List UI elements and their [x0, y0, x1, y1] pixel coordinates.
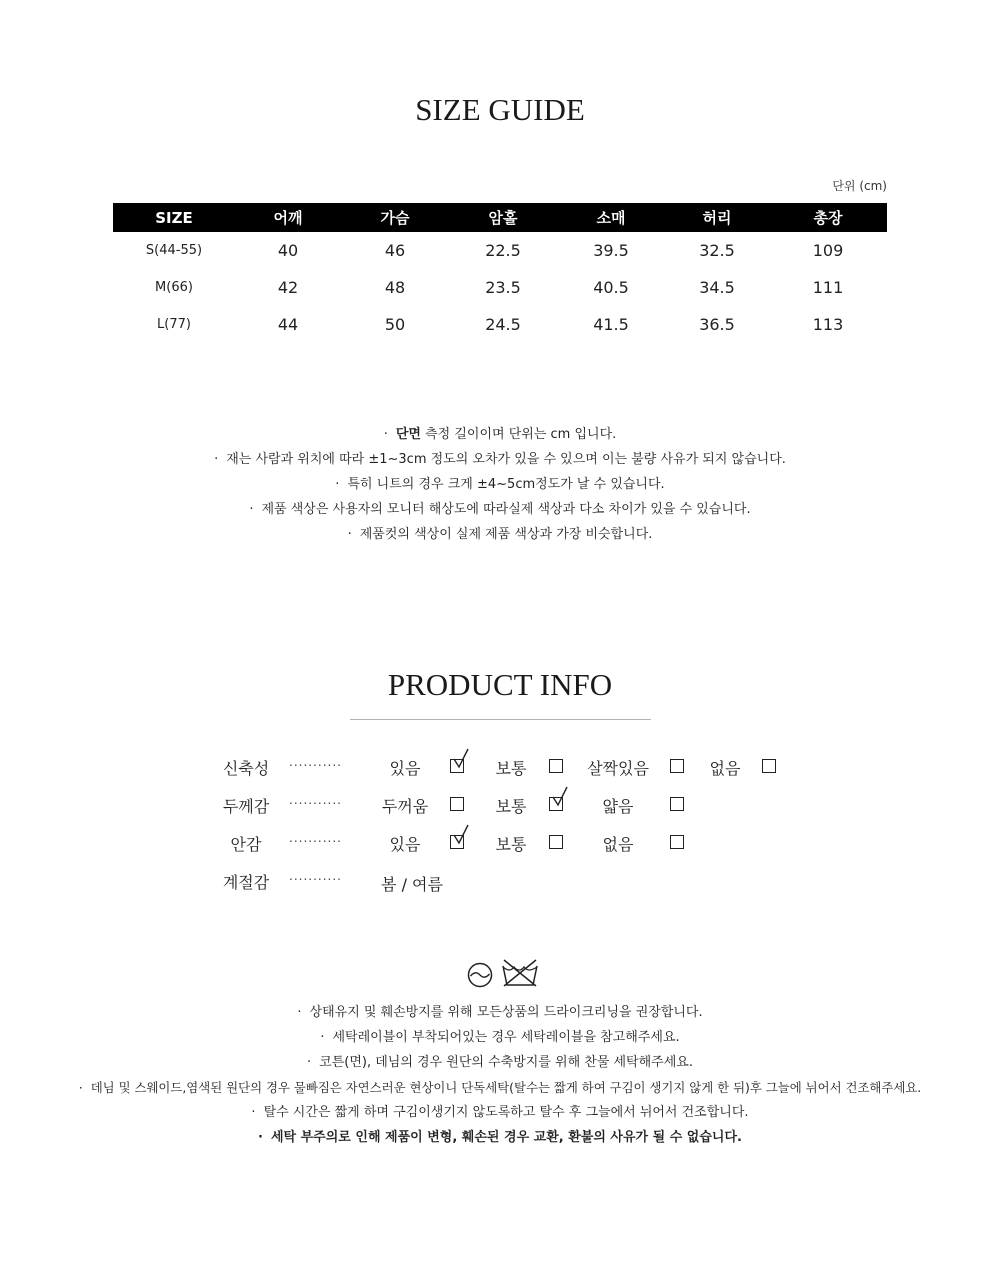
- option-checkbox-checked: [450, 759, 464, 773]
- care-text: 코튼(면), 데님의 경우 원단의 수축방지를 위해 찬물 세탁해주세요.: [319, 1055, 693, 1070]
- dry-clean-icon: [467, 962, 493, 988]
- size-table-header-row: [113, 203, 887, 232]
- bullet: ·: [307, 1055, 312, 1070]
- note-line: [0, 497, 1000, 522]
- note-bold: 단면: [395, 427, 421, 442]
- option-checkbox: [670, 797, 684, 811]
- bullet: ·: [258, 1130, 263, 1145]
- option-label: 있음: [389, 759, 421, 778]
- option-label: 있음: [389, 835, 421, 854]
- note-line: [0, 422, 1000, 447]
- option-checkbox: [670, 835, 684, 849]
- header-shoulder: 어깨: [235, 203, 341, 232]
- value-cell: 44: [277, 315, 299, 334]
- value-cell: 23.5: [485, 278, 521, 297]
- leader-dots: ...........: [289, 831, 342, 845]
- product-info-title: PRODUCT INFO: [387, 667, 613, 702]
- season-value: 봄 / 여름: [381, 875, 443, 894]
- size-cell: S(44-55): [145, 243, 203, 258]
- option-checkbox-checked: [549, 797, 563, 811]
- value-cell: 50: [384, 315, 406, 334]
- value-cell: 36.5: [699, 315, 735, 334]
- title-divider: [350, 719, 651, 720]
- header-size: SIZE: [113, 203, 235, 232]
- bullet: ·: [335, 477, 340, 492]
- option-label: 보통: [495, 759, 527, 778]
- header-chest: 가슴: [341, 203, 449, 232]
- option-label: 두꺼움: [381, 797, 429, 816]
- label-season: 계절감: [222, 873, 270, 892]
- leader-dots: ...........: [289, 869, 342, 883]
- size-table: [113, 203, 887, 343]
- care-text: 데님 및 스웨이드,염색된 원단의 경우 물빠짐은 자연스러운 현상이니 단독세탁(탈수는 짧게 하여 구김이 생기지 않게 한 뒤)후 그늘에 뉘어서 건조해주세요.: [90, 1080, 922, 1095]
- note-line: [0, 522, 1000, 547]
- value-cell: 34.5: [699, 278, 735, 297]
- bullet: ·: [320, 1030, 325, 1045]
- value-cell: 22.5: [485, 241, 521, 260]
- option-label: 없음: [602, 835, 634, 854]
- care-line: [0, 1025, 1000, 1050]
- option-label: 없음: [709, 759, 741, 778]
- leader-dots: ...........: [289, 793, 342, 807]
- option-label: 얇음: [602, 797, 634, 816]
- value-cell: 24.5: [485, 315, 521, 334]
- bullet: ·: [347, 527, 352, 542]
- note-text: 제품 색상은 사용자의 모니터 해상도에 따라실제 색상과 다소 차이가 있을 수 있습니다.: [261, 502, 751, 517]
- size-guide-title: SIZE GUIDE: [415, 92, 585, 127]
- value-cell: 40.5: [593, 278, 629, 297]
- care-line-warning: [0, 1125, 1000, 1150]
- option-checkbox: [762, 759, 776, 773]
- value-cell: 46: [384, 241, 406, 260]
- option-checkbox: [670, 759, 684, 773]
- option-checkbox: [549, 759, 563, 773]
- label-elasticity: 신축성: [222, 759, 270, 778]
- option-label: 살짝있음: [587, 759, 649, 778]
- option-label: 보통: [495, 797, 527, 816]
- care-line: [0, 1000, 1000, 1025]
- care-line: [0, 1050, 1000, 1075]
- table-row: [113, 232, 887, 269]
- option-checkbox: [450, 797, 464, 811]
- value-cell: 42: [277, 278, 299, 297]
- care-text: 세탁레이블이 부착되어있는 경우 세탁레이블을 참고해주세요.: [332, 1030, 680, 1045]
- bullet: ·: [78, 1080, 83, 1095]
- size-cell: L(77): [157, 317, 191, 332]
- value-cell: 41.5: [593, 315, 629, 334]
- note-line: [0, 447, 1000, 472]
- care-line: [0, 1100, 1000, 1125]
- label-thickness: 두께감: [222, 797, 270, 816]
- bullet: ·: [297, 1005, 302, 1020]
- size-cell: M(66): [155, 280, 193, 295]
- table-row: [113, 306, 887, 343]
- value-cell: 111: [812, 278, 844, 297]
- value-cell: 48: [384, 278, 406, 297]
- value-cell: 40: [277, 241, 299, 260]
- header-waist: 허리: [665, 203, 769, 232]
- no-wash-icon: [500, 957, 540, 989]
- option-checkbox: [549, 835, 563, 849]
- note-text: 특히 니트의 경우 크게 ±4~5cm정도가 날 수 있습니다.: [347, 477, 665, 492]
- option-checkbox-checked: [450, 835, 464, 849]
- bullet: ·: [383, 427, 388, 442]
- bullet: ·: [214, 452, 219, 467]
- header-length: 총장: [769, 203, 887, 232]
- care-text: 세탁 부주의로 인해 제품이 변형, 훼손된 경우 교환, 환불의 사유가 될 수 없습니다.: [270, 1130, 742, 1145]
- unit-label: 단위 (cm): [832, 179, 887, 193]
- note-text: 재는 사람과 위치에 따라 ±1~3cm 정도의 오차가 있을 수 있으며 이는 불량 사유가 되지 않습니다.: [226, 452, 786, 467]
- bullet: ·: [249, 502, 254, 517]
- measurement-notes: [0, 422, 1000, 547]
- care-line: [0, 1075, 1000, 1100]
- value-cell: 113: [812, 315, 844, 334]
- bullet: ·: [251, 1105, 256, 1120]
- note-text: 제품컷의 색상이 실제 제품 색상과 가장 비슷합니다.: [359, 527, 653, 542]
- value-cell: 109: [812, 241, 844, 260]
- care-text: 탈수 시간은 짧게 하며 구김이생기지 않도록하고 탈수 후 그늘에서 뉘어서 건조합니다.: [263, 1105, 749, 1120]
- table-row: [113, 269, 887, 306]
- care-notes: [0, 1000, 1000, 1150]
- option-label: 보통: [495, 835, 527, 854]
- note-text: 측정 길이이며 단위는 cm 입니다.: [425, 427, 617, 442]
- note-line: [0, 472, 1000, 497]
- care-text: 상태유지 및 훼손방지를 위해 모든상품의 드라이크리닝을 권장합니다.: [309, 1005, 703, 1020]
- leader-dots: ...........: [289, 755, 342, 769]
- value-cell: 39.5: [593, 241, 629, 260]
- header-armhole: 암홀: [449, 203, 557, 232]
- label-lining: 안감: [230, 835, 262, 854]
- value-cell: 32.5: [699, 241, 735, 260]
- header-sleeve: 소매: [557, 203, 665, 232]
